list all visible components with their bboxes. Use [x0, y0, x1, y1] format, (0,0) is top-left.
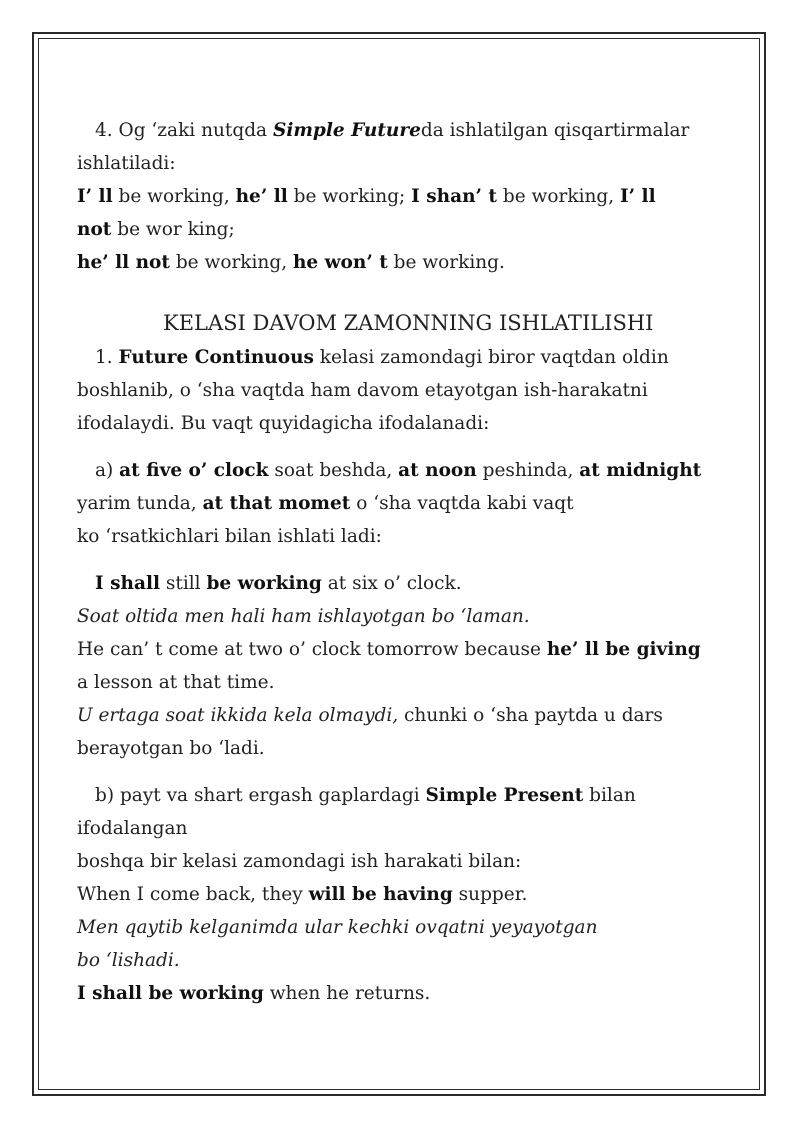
paragraph-1-line-2: boshlanib, o ‘sha vaqtda ham davom etayotgan ish-harakatni — [77, 380, 648, 401]
text: supper. — [452, 884, 528, 905]
paragraph-a-line-1 — [77, 454, 737, 487]
spacer — [77, 765, 737, 779]
example-3-translation-line-2: bo ‘lishadi. — [77, 950, 180, 971]
text: kelasi zamondagi biror vaqtdan oldin — [313, 347, 669, 368]
example-3-translation-line-1: Men qaytib kelganimda ular kechki ovqatni yeyayotgan — [77, 917, 598, 938]
contraction: I shan’ t — [411, 186, 497, 207]
contraction: he won’ t — [292, 252, 388, 273]
term-simple-present: Simple Present — [425, 785, 584, 806]
text: a) — [95, 460, 120, 481]
paragraph-1-line-1 — [77, 341, 737, 374]
time-phrase: at five o’ clock — [119, 460, 269, 481]
paragraph-a-line-2 — [77, 487, 737, 520]
paragraph-4-line-1 — [77, 114, 737, 147]
text: be working. — [387, 252, 505, 273]
time-phrase: at noon — [398, 460, 477, 481]
text: soat beshda, — [268, 460, 399, 481]
example-2-translation-line-1 — [77, 699, 737, 732]
paragraph-b-line-2: ifodalangan — [77, 818, 188, 839]
verb-phrase: will be having — [308, 884, 453, 905]
paragraph-4-line-3 — [77, 180, 737, 213]
paragraph-4-line-4 — [77, 213, 737, 246]
term-future-continuous: Future Continuous — [118, 347, 314, 368]
section-heading: KELASI DAVOM ZAMONNING ISHLATILISHI — [163, 311, 654, 335]
paragraph-4-line-5 — [77, 246, 737, 279]
example-2-translation-line-2: berayotgan bo ‘ladi. — [77, 738, 265, 759]
text: 4. Og ‘zaki nutqda — [95, 120, 273, 141]
text: still — [160, 573, 207, 594]
spacer — [77, 440, 737, 454]
example-2-line-2: a lesson at that time. — [77, 672, 275, 693]
example-1-line-1 — [77, 567, 737, 600]
text: at six o’ clock. — [321, 573, 462, 594]
spacer — [77, 553, 737, 567]
example-3-line-1 — [77, 878, 737, 911]
text: be working; — [287, 186, 412, 207]
text: chunki o ‘sha paytda u dars — [398, 705, 663, 726]
text: yarim tunda, — [77, 493, 203, 514]
text: 1. — [95, 347, 119, 368]
text: When I come back, they — [77, 884, 309, 905]
text: peshinda, — [476, 460, 580, 481]
example-4-line-1 — [77, 977, 737, 1010]
contraction: he’ ll not — [77, 252, 170, 273]
verb-phrase: I shall be working — [77, 983, 264, 1004]
paragraph-a-line-3: ko ‘rsatkichlari bilan ishlati ladi: — [77, 526, 382, 547]
verb-phrase: be working — [206, 573, 322, 594]
text: He can’ t come at two o’ clock tomorrow because — [77, 639, 547, 660]
verb-phrase: I shall — [95, 573, 161, 594]
contraction: not — [77, 219, 112, 240]
verb-phrase: he’ ll be giving — [546, 639, 701, 660]
paragraph-b-line-1 — [77, 779, 737, 812]
paragraph-4-line-2: ishlatiladi: — [77, 153, 176, 174]
text: when he returns. — [263, 983, 431, 1004]
paragraph-b-line-3: boshqa bir kelasi zamondagi ish harakati bilan: — [77, 851, 522, 872]
text: be wor king; — [111, 219, 235, 240]
time-phrase: at midnight — [579, 460, 702, 481]
text: o ‘sha vaqtda kabi vaqt — [350, 493, 574, 514]
text: be working, — [496, 186, 620, 207]
contraction: I’ ll — [620, 186, 656, 207]
page-content — [77, 114, 737, 1010]
term-simple-future: Simple Future — [272, 120, 421, 141]
text: be working, — [169, 252, 293, 273]
example-2-line-1 — [77, 633, 737, 666]
text: b) payt va shart ergash gaplardagi — [95, 785, 426, 806]
text: bilan — [583, 785, 636, 806]
time-phrase: at that momet — [202, 493, 351, 514]
text: da ishlatilgan qisqartirmalar — [420, 120, 690, 141]
contraction: he’ ll — [235, 186, 288, 207]
text: be working, — [112, 186, 236, 207]
spacer — [77, 279, 737, 305]
example-1-translation: Soat oltida men hali ham ishlayotgan bo ‘laman. — [77, 606, 530, 627]
paragraph-1-line-3: ifodalaydi. Bu vaqt quyidagicha ifodalanadi: — [77, 413, 490, 434]
contraction: I’ ll — [77, 186, 113, 207]
text: U ertaga soat ikkida kela olmaydi, — [77, 705, 399, 726]
